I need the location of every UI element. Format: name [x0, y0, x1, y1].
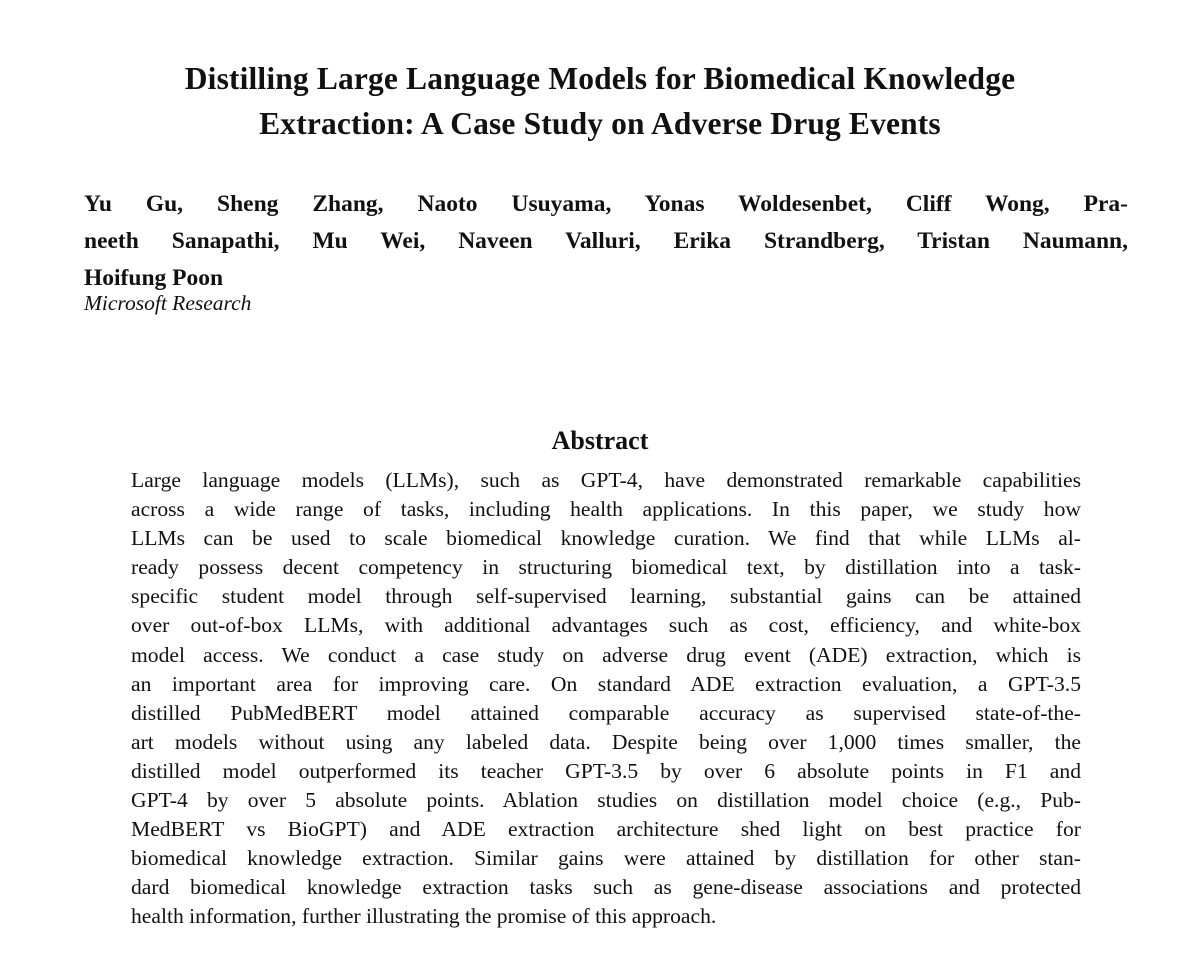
affiliation: Microsoft Research: [84, 291, 252, 315]
author-list: [84, 186, 1128, 297]
author-line-1: Yu Gu, Sheng Zhang, Naoto Usuyama, Yonas Woldesenbet, Cliff Wong, Pra-: [84, 191, 1128, 217]
abstract-line: health information, further illustrating the promise of this approach.: [131, 904, 717, 929]
abstract-line: GPT-4 by over 5 absolute points. Ablation studies on distillation model choice (e.g., Pub-: [131, 788, 1081, 813]
abstract-line: model access. We conduct a case study on adverse drug event (ADE) extraction, which is: [131, 642, 1081, 667]
abstract-line: an important area for improving care. On standard ADE extraction evaluation, a GPT-3.5: [131, 671, 1081, 696]
abstract-line: Large language models (LLMs), such as GPT-4, have demonstrated remarkable capabilities: [131, 468, 1081, 492]
abstract-line: distilled model outperformed its teacher GPT-3.5 by over 6 absolute points in F1 and: [131, 758, 1081, 783]
author-line-3: Hoifung Poon: [84, 265, 224, 291]
abstract-line: biomedical knowledge extraction. Similar gains were attained by distillation for other stan-: [131, 846, 1081, 871]
abstract-line: specific student model through self-supervised learning, substantial gains can be attained: [131, 584, 1081, 609]
abstract-line: ready possess decent competency in structuring biomedical text, by distillation into a task-: [131, 555, 1081, 580]
paper-title: [60, 56, 1140, 146]
abstract-line: LLMs can be used to scale biomedical knowledge curation. We find that while LLMs al-: [131, 526, 1081, 551]
abstract-line: distilled PubMedBERT model attained comparable accuracy as supervised state-of-the-: [131, 700, 1081, 725]
abstract-line: MedBERT vs BioGPT) and ADE extraction architecture shed light on best practice for: [131, 817, 1081, 842]
title-line-1: Distilling Large Language Models for Biomedical Knowledge: [184, 61, 1016, 96]
abstract-body: [131, 466, 1081, 932]
abstract-line: over out-of-box LLMs, with additional advantages such as cost, efficiency, and white-box: [131, 613, 1081, 638]
abstract-line: art models without using any labeled data. Despite being over 1,000 times smaller, the: [131, 729, 1081, 754]
author-line-2: neeth Sanapathi, Mu Wei, Naveen Valluri, Erika Strandberg, Tristan Naumann,: [84, 228, 1128, 254]
title-line-2: Extraction: A Case Study on Adverse Drug Events: [259, 106, 941, 141]
abstract-line: across a wide range of tasks, including health applications. In this paper, we study how: [131, 497, 1081, 522]
abstract-heading: Abstract: [551, 426, 649, 455]
abstract-line: dard biomedical knowledge extraction tasks such as gene-disease associations and protected: [131, 875, 1081, 900]
